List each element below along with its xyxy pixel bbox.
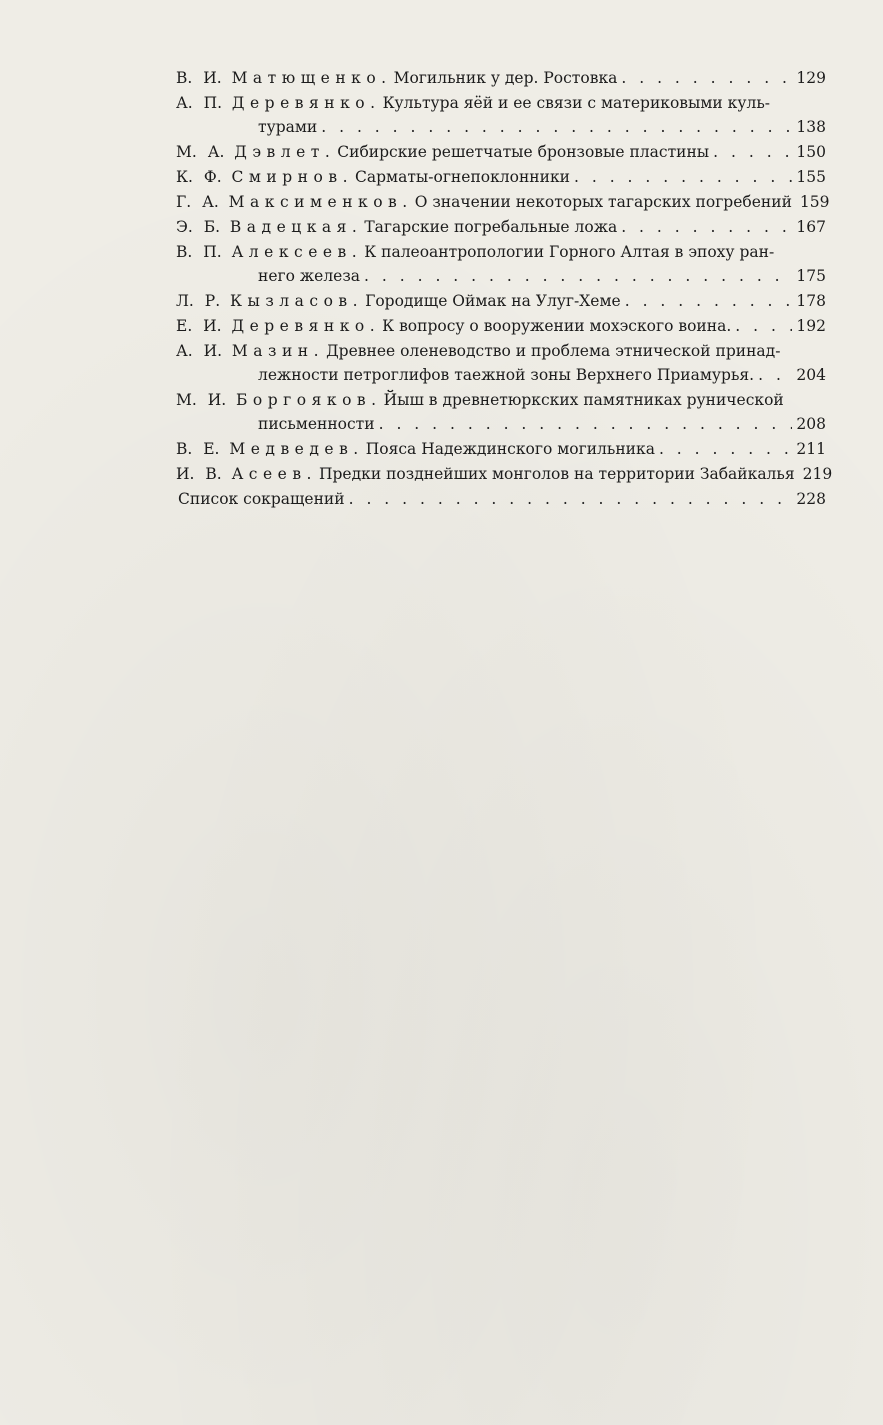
toc-entry xyxy=(176,314,826,338)
page-number: 159 xyxy=(799,193,830,211)
page-number: 211 xyxy=(796,440,826,458)
article-title: Список сокращений xyxy=(178,490,345,508)
author-initials: Л. Р. xyxy=(176,292,221,310)
toc-entry-line xyxy=(176,412,826,436)
page-number: 129 xyxy=(796,69,826,87)
toc-entry-line xyxy=(176,437,826,461)
author-surname: Деревянко. xyxy=(231,317,381,335)
article-title: Сарматы-огнепоклонники xyxy=(355,168,570,186)
toc-entry xyxy=(176,487,826,511)
toc-entry-line xyxy=(176,140,826,164)
toc-entry xyxy=(176,66,826,90)
author-surname: Деревянко. xyxy=(231,94,381,112)
article-title: Могильник у дер. Ростовка xyxy=(393,69,618,87)
dot-leader xyxy=(364,264,792,288)
toc-entry xyxy=(176,388,826,436)
author-surname: Матющенко. xyxy=(231,69,392,87)
toc-entry xyxy=(176,289,826,313)
dot-leader xyxy=(735,314,792,338)
article-title: К палеоантропологии Горного Алтая в эпоху ран- xyxy=(364,243,775,261)
toc-entry xyxy=(176,140,826,164)
page-number: 138 xyxy=(796,118,826,136)
dot-leader xyxy=(621,66,792,90)
author-initials: Э. Б. xyxy=(176,218,221,236)
author-initials: А. И. xyxy=(176,342,223,360)
author-initials: В. П. xyxy=(176,243,222,261)
toc-entry xyxy=(176,165,826,189)
toc-entry-line xyxy=(176,289,826,313)
author-initials: Г. А. xyxy=(176,193,219,211)
toc-entry-line xyxy=(176,91,826,115)
author-initials: В. Е. xyxy=(176,440,220,458)
dot-leader xyxy=(713,140,792,164)
toc-entry-line xyxy=(176,314,826,338)
article-title: письменности xyxy=(258,415,375,433)
article-title: лежности петроглифов таежной зоны Верхнего Приамурья. xyxy=(258,366,755,384)
author-surname: Асеев. xyxy=(231,465,317,483)
page-number: 228 xyxy=(796,490,826,508)
article-title: Предки позднейших монголов на территории Забайкалья xyxy=(318,465,795,483)
page-number: 175 xyxy=(796,267,826,285)
author-initials: В. И. xyxy=(176,69,222,87)
page-number: 178 xyxy=(796,292,826,310)
article-title: Тагарские погребальные ложа xyxy=(364,218,618,236)
author-initials: К. Ф. xyxy=(176,168,222,186)
article-title: Сибирские решетчатые бронзовые пластины xyxy=(337,143,710,161)
dot-leader xyxy=(659,437,792,461)
toc-entry xyxy=(176,462,833,486)
toc-entry-line xyxy=(176,190,830,214)
dot-leader xyxy=(758,363,792,387)
page-number: 155 xyxy=(796,168,826,186)
toc-entry-line xyxy=(176,388,826,412)
article-title: Городище Оймак на Улуг-Хеме xyxy=(365,292,621,310)
article-title: К вопросу о вооружении мохэского воина. xyxy=(382,317,732,335)
toc-entry-line xyxy=(176,363,826,387)
author-initials: И. В. xyxy=(176,465,222,483)
toc-entry-line xyxy=(176,462,833,486)
author-surname: Вадецкая. xyxy=(229,218,363,236)
article-title: Пояса Надеждинского могильника xyxy=(365,440,655,458)
toc-entry-line xyxy=(176,339,826,363)
author-surname: Смирнов. xyxy=(231,168,354,186)
author-initials: А. П. xyxy=(176,94,223,112)
article-title: Культура яёй и ее связи с материковыми куль- xyxy=(382,94,771,112)
article-title: него железа xyxy=(258,267,361,285)
author-surname: Дэвлет. xyxy=(234,143,336,161)
toc-entry-line xyxy=(176,215,826,239)
dot-leader xyxy=(621,215,792,239)
author-surname: Медведев. xyxy=(229,440,364,458)
table-of-contents xyxy=(176,66,833,512)
article-title: Йыш в древнетюркских памятниках рунической xyxy=(383,391,784,409)
dot-leader xyxy=(349,487,793,511)
toc-entry-line xyxy=(176,165,826,189)
page-number: 204 xyxy=(796,366,826,384)
page-number: 167 xyxy=(796,218,826,236)
author-surname: Алексеев. xyxy=(231,243,363,261)
author-initials: Е. И. xyxy=(176,317,222,335)
article-title: Древнее оленеводство и проблема этнической принад- xyxy=(326,342,781,360)
article-title: О значении некоторых тагарских погребений xyxy=(414,193,792,211)
toc-entry xyxy=(176,91,826,139)
toc-entry-line xyxy=(176,66,826,90)
dot-leader xyxy=(574,165,792,189)
toc-entry xyxy=(176,240,826,288)
toc-entry-line xyxy=(176,264,826,288)
page-number: 192 xyxy=(796,317,826,335)
toc-entry xyxy=(176,339,826,387)
toc-entry xyxy=(176,437,826,461)
author-surname: Мазин. xyxy=(231,342,325,360)
author-surname: Максименков. xyxy=(228,193,413,211)
toc-entry xyxy=(176,215,826,239)
author-initials: М. И. xyxy=(176,391,227,409)
dot-leader xyxy=(379,412,793,436)
toc-entry-line xyxy=(176,115,826,139)
author-surname: Боргояков. xyxy=(236,391,382,409)
page-number: 150 xyxy=(796,143,826,161)
author-surname: Кызласов. xyxy=(230,292,364,310)
page-number: 219 xyxy=(802,465,833,483)
page-number: 208 xyxy=(796,415,826,433)
toc-entry-line xyxy=(176,487,826,511)
article-title: турами xyxy=(258,118,318,136)
dot-leader xyxy=(625,289,793,313)
toc-entry xyxy=(176,190,830,214)
author-initials: М. А. xyxy=(176,143,225,161)
toc-entry-line xyxy=(176,240,826,264)
dot-leader xyxy=(321,115,792,139)
